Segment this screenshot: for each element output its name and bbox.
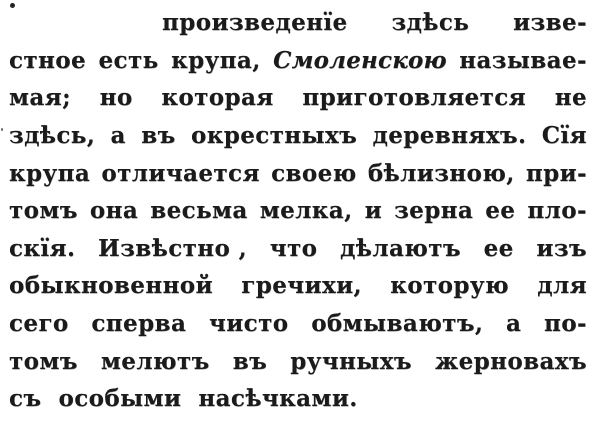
word: деревняхъ. bbox=[372, 122, 527, 150]
word: крупа, bbox=[171, 46, 261, 74]
smolenskoyu-italic-word: Смоленскою bbox=[273, 46, 447, 74]
word: томъ bbox=[9, 197, 78, 225]
word: она bbox=[89, 197, 139, 225]
word: произведенїе bbox=[162, 9, 348, 37]
word: не bbox=[554, 84, 587, 112]
word: весьма bbox=[150, 197, 248, 225]
text-line-3 bbox=[9, 79, 587, 117]
ink-speck bbox=[10, 3, 15, 8]
word: въ bbox=[141, 122, 176, 150]
word: называе- bbox=[459, 46, 587, 74]
word: бѣлизною, bbox=[367, 159, 515, 187]
text-line-11 bbox=[9, 380, 587, 418]
word: для bbox=[537, 272, 587, 300]
word: мая; bbox=[9, 84, 71, 112]
text-line-8 bbox=[9, 267, 587, 305]
text-line-2 bbox=[9, 42, 587, 80]
word: пло- bbox=[527, 197, 587, 225]
text-line-9 bbox=[9, 305, 587, 343]
word: сперва bbox=[91, 310, 187, 338]
word: которую bbox=[390, 272, 509, 300]
text-line-4 bbox=[9, 117, 587, 155]
word: здѣсь bbox=[391, 9, 470, 37]
word: а bbox=[110, 122, 126, 150]
word: чисто bbox=[208, 310, 289, 338]
text-line-10 bbox=[9, 342, 587, 380]
word: въ bbox=[232, 347, 268, 375]
text-line-1 bbox=[9, 4, 587, 42]
word: Извѣстно , bbox=[98, 234, 248, 262]
word: скїя. bbox=[9, 234, 76, 262]
word: Сїя bbox=[541, 122, 587, 150]
word: здѣсь, bbox=[9, 122, 96, 150]
word: что bbox=[269, 234, 318, 262]
word: мелютъ bbox=[100, 347, 210, 375]
word: которая bbox=[161, 84, 274, 112]
word: отличается bbox=[101, 159, 260, 187]
word: мелка, bbox=[259, 197, 353, 225]
word: жерновахъ bbox=[434, 347, 587, 375]
word: обыкновенной bbox=[9, 272, 214, 300]
text-line-7 bbox=[9, 230, 587, 268]
word: крупа bbox=[9, 159, 91, 187]
word: изве- bbox=[513, 9, 587, 37]
word: и bbox=[364, 197, 383, 225]
word: есть bbox=[98, 46, 159, 74]
word: томъ bbox=[9, 347, 78, 375]
word: особыми bbox=[58, 385, 182, 413]
text-line-6 bbox=[9, 192, 587, 230]
ink-speck bbox=[1, 128, 3, 131]
word: окрестныхъ bbox=[190, 122, 358, 150]
word: изъ bbox=[536, 234, 587, 262]
word: гречихи, bbox=[241, 272, 362, 300]
word: ручныхъ bbox=[290, 347, 412, 375]
word: зерна bbox=[394, 197, 474, 225]
word: дѣлаютъ bbox=[340, 234, 461, 262]
text-line-5 bbox=[9, 154, 587, 192]
word: ее bbox=[485, 197, 516, 225]
word: сего bbox=[9, 310, 69, 338]
word: приготовляется bbox=[302, 84, 527, 112]
word: стное bbox=[9, 46, 87, 74]
word: насѣчками. bbox=[198, 385, 358, 413]
word: своею bbox=[271, 159, 357, 187]
word: но bbox=[99, 84, 133, 112]
word: по- bbox=[544, 310, 587, 338]
word: съ bbox=[9, 385, 42, 413]
word: при- bbox=[525, 159, 587, 187]
word: а bbox=[506, 310, 522, 338]
word: обмываютъ, bbox=[311, 310, 484, 338]
word: ее bbox=[483, 234, 514, 262]
